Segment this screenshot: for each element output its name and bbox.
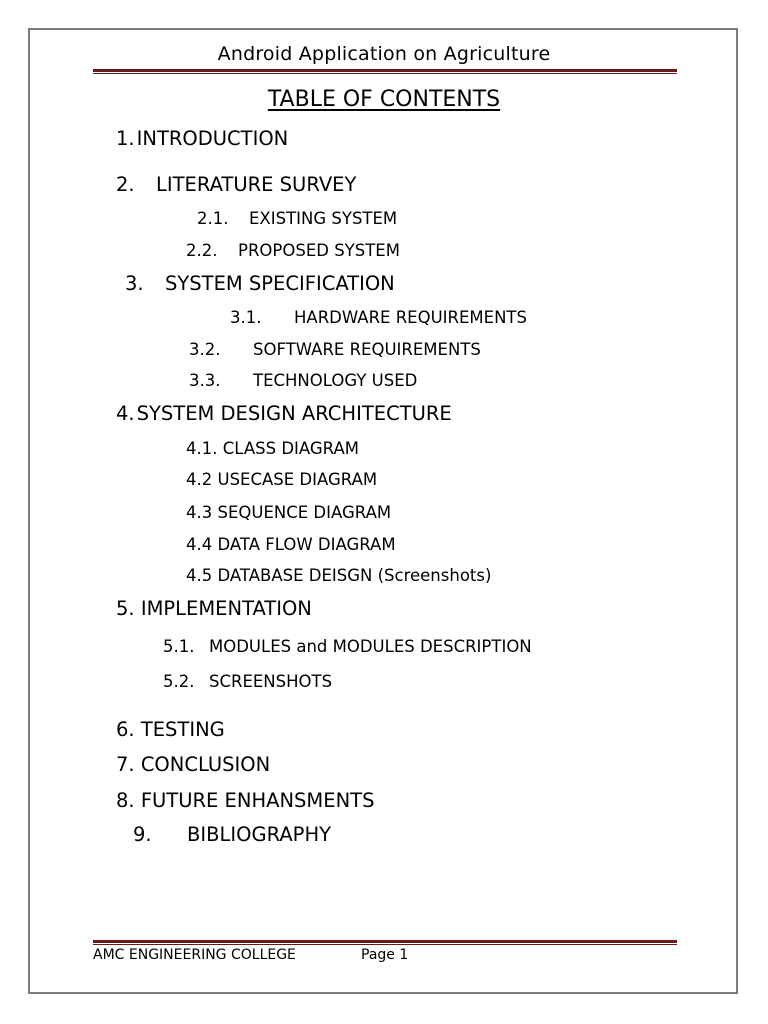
toc-entry-label: SCREENSHOTS — [209, 672, 333, 691]
toc-entry-technology-used — [189, 371, 417, 390]
toc-entry-label: HARDWARE REQUIREMENTS — [294, 308, 527, 327]
toc-entry-number: 2.1. — [197, 209, 229, 228]
footer-page-number: Page 1 — [361, 947, 409, 963]
toc-entry-literature-survey — [116, 173, 356, 196]
toc-entry-number: 4.3 — [186, 503, 213, 522]
toc-entry-number: 5.2. — [163, 672, 195, 691]
header-rule — [93, 69, 677, 74]
toc-entry-label: SOFTWARE REQUIREMENTS — [253, 340, 481, 359]
toc-entry-label: CONCLUSION — [140, 753, 271, 776]
toc-entry-number: 9. — [133, 823, 152, 846]
toc-entry-future-enhancements — [116, 789, 374, 812]
toc-entry-label: LITERATURE SURVEY — [156, 173, 357, 196]
toc-entry-label: TECHNOLOGY USED — [253, 371, 418, 390]
toc-entry-label: DATA FLOW DIAGRAM — [217, 535, 396, 554]
toc-entry-software-requirements — [189, 340, 481, 359]
toc-entry-number: 3. — [125, 272, 144, 295]
toc-entry-number: 3.3. — [189, 371, 221, 390]
toc-entry-number: 2.2. — [186, 241, 218, 260]
toc-entry-number: 7. — [116, 753, 135, 776]
toc-entry-label: DATABASE DEISGN (Screenshots) — [217, 566, 492, 585]
toc-entry-sequence-diagram — [186, 503, 391, 522]
toc-entry-number: 4. — [116, 402, 135, 425]
toc-entry-label: BIBLIOGRAPHY — [187, 823, 332, 846]
toc-entry-label: EXISTING SYSTEM — [249, 209, 398, 228]
toc-entry-label: SYSTEM SPECIFICATION — [165, 272, 395, 295]
toc-entry-number: 4.2 — [186, 470, 213, 489]
toc-entry-class-diagram — [186, 439, 359, 458]
footer-rule — [93, 940, 677, 945]
toc-entry-modules-description — [163, 637, 532, 656]
toc-entry-existing-system — [197, 209, 397, 228]
footer-college: AMC ENGINEERING COLLEGE — [93, 947, 296, 963]
toc-entry-usecase-diagram — [186, 470, 377, 489]
toc-entry-proposed-system — [186, 241, 400, 260]
toc-title: TABLE OF CONTENTS — [267, 87, 501, 112]
toc-entry-number: 4.4 — [186, 535, 213, 554]
toc-entry-label: MODULES and MODULES DESCRIPTION — [209, 637, 532, 656]
toc-entry-number: 5.1. — [163, 637, 195, 656]
toc-entry-number: 2. — [116, 173, 135, 196]
toc-entry-introduction — [116, 127, 288, 150]
toc-entry-implementation — [116, 597, 312, 620]
toc-entry-label: SEQUENCE DIAGRAM — [217, 503, 392, 522]
toc-entry-label: INTRODUCTION — [136, 127, 289, 150]
toc-entry-number: 4.1. — [186, 439, 218, 458]
toc-entry-label: USECASE DIAGRAM — [217, 470, 378, 489]
toc-entry-number: 8. — [116, 789, 135, 812]
toc-entry-number: 4.5 — [186, 566, 213, 585]
toc-entry-number: 3.1. — [230, 308, 262, 327]
header-title: Android Application on Agriculture — [217, 43, 551, 65]
toc-entry-system-specification — [125, 272, 395, 295]
toc-entry-bibliography — [133, 823, 331, 846]
toc-entry-data-flow-diagram — [186, 535, 396, 554]
toc-entry-testing — [116, 718, 225, 741]
toc-entry-label: CLASS DIAGRAM — [222, 439, 359, 458]
toc-entry-number: 3.2. — [189, 340, 221, 359]
toc-entry-label: PROPOSED SYSTEM — [238, 241, 400, 260]
toc-entry-system-design-architecture — [116, 402, 452, 425]
toc-entry-label: FUTURE ENHANSMENTS — [140, 789, 375, 812]
toc-entry-label: TESTING — [140, 718, 225, 741]
toc-entry-number: 6. — [116, 718, 135, 741]
toc-entry-hardware-requirements — [230, 308, 527, 327]
toc-entry-screenshots — [163, 672, 332, 691]
toc-entry-number: 5. — [116, 597, 135, 620]
toc-entry-label: SYSTEM DESIGN ARCHITECTURE — [136, 402, 452, 425]
toc-entry-label: IMPLEMENTATION — [140, 597, 312, 620]
toc-entry-database-design — [186, 566, 491, 585]
toc-entry-number: 1. — [116, 127, 135, 150]
toc-entry-conclusion — [116, 753, 270, 776]
